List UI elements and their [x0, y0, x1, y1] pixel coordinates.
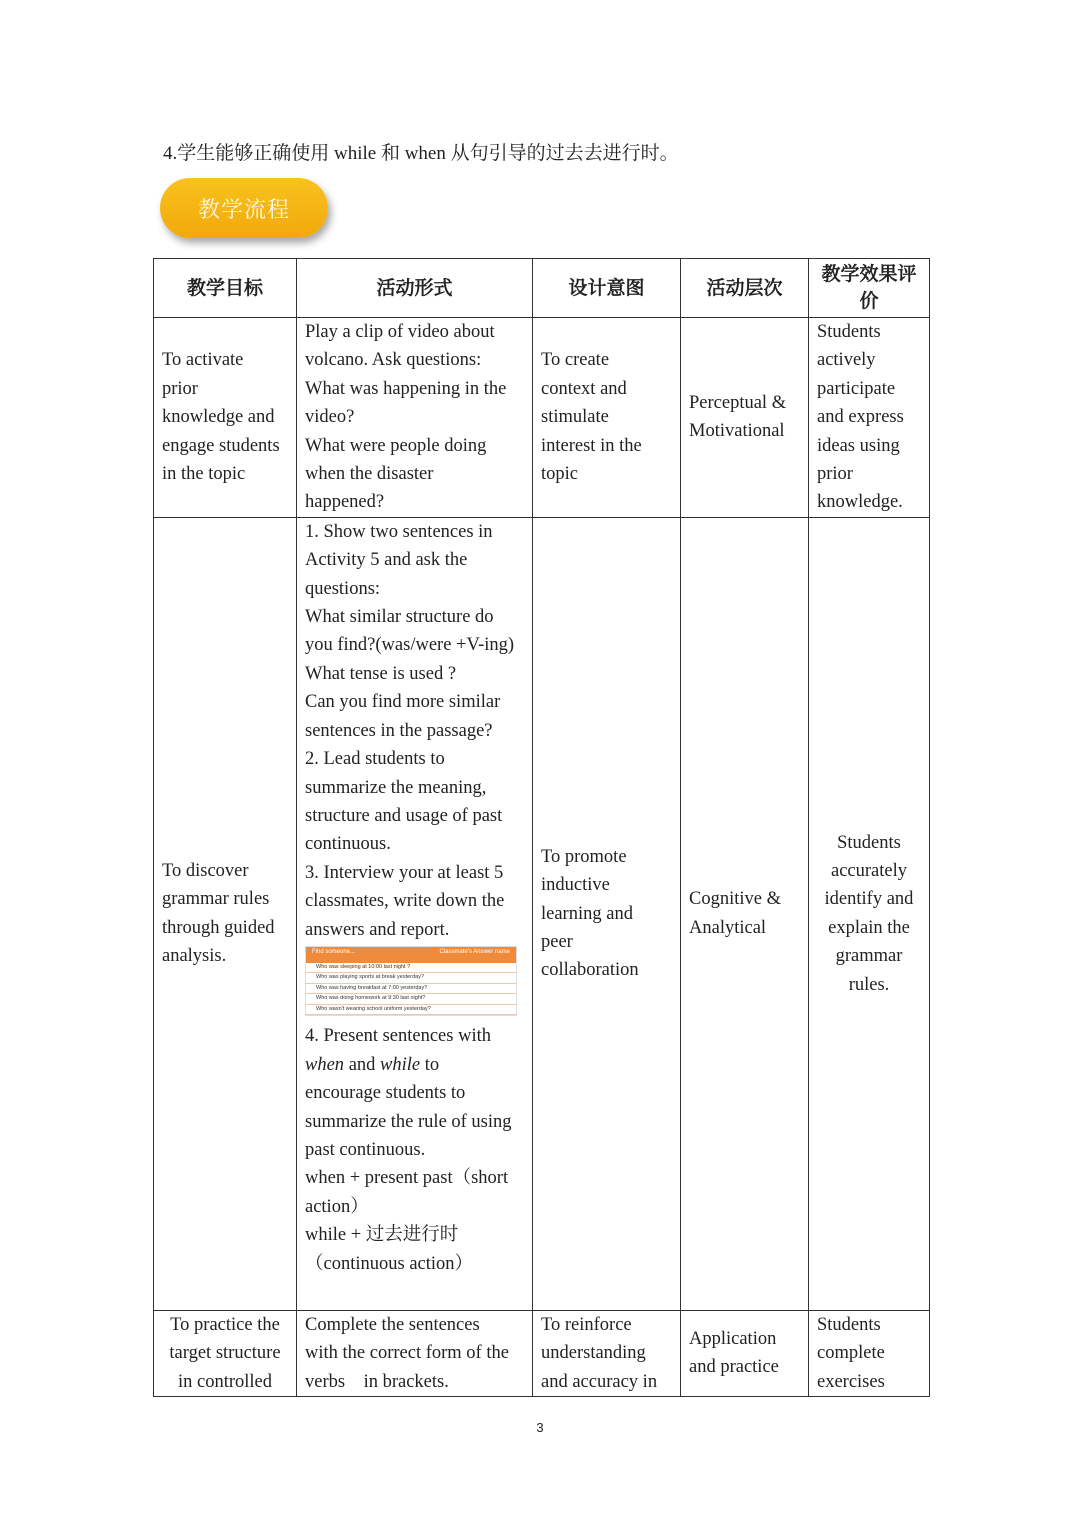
lesson-plan-table: [153, 258, 930, 1397]
interview-table-thumbnail: [305, 946, 517, 1017]
table-row: [154, 1310, 930, 1396]
header-evaluation: 教学效果评价: [809, 259, 930, 318]
row1-evaluation: Students actively participate and express ideas using prior knowledge.: [809, 318, 930, 518]
row3-goal: To practice the target structure in controlled: [154, 1310, 297, 1396]
header-purpose: 设计意图: [533, 259, 681, 318]
table-row: [154, 517, 930, 1310]
row3-level: Application and practice: [681, 1310, 809, 1396]
interview-table-row: Who wasn't wearing school uniform yesterday?: [306, 1005, 516, 1016]
row2-goal: To discover grammar rules through guided analysis.: [154, 517, 297, 1310]
row2-activity: 1. Show two sentences in Activity 5 and ask the questions: What similar structure do you find?(was/were +V-ing) What tense is used ? Can you find more similar sentences in the passage? 2. Lead students to summarize the meaning, structure and usage of past continuous. 3. Interview your at least 5 classmates, write down the answers and report. Find someone... Classmate's Answer name Who was sleeping at 10:00 last night ? Who was playing sports at break yesterday? Who was having breakfast at 7:00 yesterday? Who was doing homework at 9:30 last night? Who wasn't wearing school uniform yesterday? 4. Present sentences with when and while to encourage students to summarize the rule of using past continuous. when + present past（short action） while + 过去进行时 （continuous action）: [297, 517, 533, 1310]
row1-level: Perceptual & Motivational: [681, 318, 809, 518]
row2-evaluation: Students accurately identify and explain the grammar rules.: [809, 517, 930, 1310]
interview-table-row: Who was sleeping at 10:00 last night ?: [306, 963, 516, 974]
intro-objective-line: 4.学生能够正确使用 while 和 when 从句引导的过去去进行时。: [163, 143, 679, 164]
header-activity: 活动形式: [297, 259, 533, 318]
row3-purpose: To reinforce understanding and accuracy in: [533, 1310, 681, 1396]
section-badge: [160, 178, 328, 238]
row2-purpose: To promote inductive learning and peer collaboration: [533, 517, 681, 1310]
page-number: 3: [536, 1420, 544, 1435]
header-level: 活动层次: [681, 259, 809, 318]
row3-evaluation: Students complete exercises: [809, 1310, 930, 1396]
row1-activity: Play a clip of video about volcano. Ask questions: What was happening in the video? What were people doing when the disaster happened?: [297, 318, 533, 518]
row1-purpose: To create context and stimulate interest in the topic: [533, 318, 681, 518]
interview-table-row: Who was doing homework at 9:30 last night?: [306, 994, 516, 1005]
interview-table-header: Find someone... Classmate's Answer name: [306, 947, 516, 963]
interview-table-row: Who was having breakfast at 7:00 yesterday?: [306, 984, 516, 995]
table-row: [154, 318, 930, 518]
when-while-line: when and while to: [305, 1054, 440, 1075]
header-goal: 教学目标: [154, 259, 297, 318]
interview-table-row: Who was playing sports at break yesterday?: [306, 973, 516, 984]
row3-activity: Complete the sentences with the correct form of the verbs in brackets.: [297, 1310, 533, 1396]
row2-level: Cognitive & Analytical: [681, 517, 809, 1310]
table-header-row: [154, 259, 930, 318]
row1-goal: To activate prior knowledge and engage students in the topic: [154, 318, 297, 518]
section-badge-label: 教学流程: [197, 196, 290, 222]
